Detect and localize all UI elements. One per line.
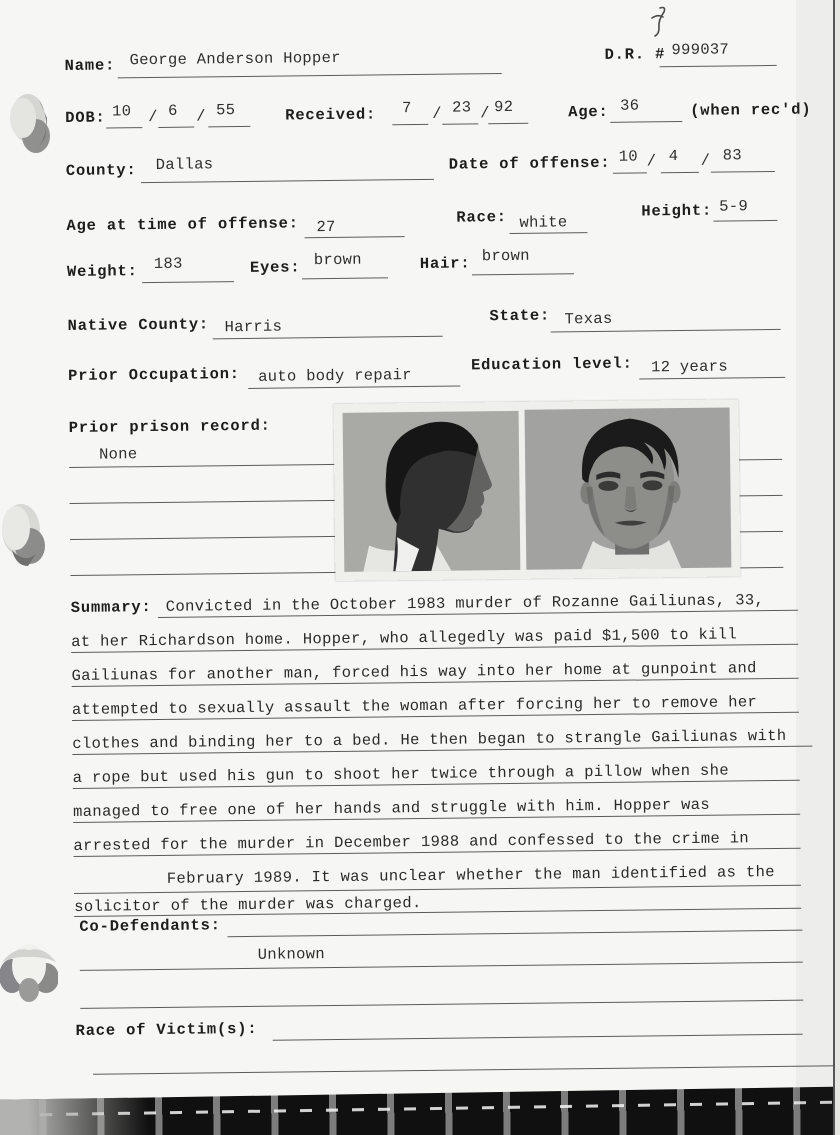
summary-line: arrested for the murder in December 1988 and confessed to the crime in: [73, 829, 750, 855]
ruled-line: [392, 124, 428, 125]
education-label: Education level:: [470, 354, 633, 375]
ruled-line: [488, 123, 528, 124]
ruled-line: [227, 930, 802, 938]
ruled-line: [613, 172, 647, 173]
received-separator: /: [432, 104, 442, 123]
race-label: Race:: [456, 207, 507, 227]
ruled-line: [142, 281, 234, 283]
dob-label: DOB:: [65, 108, 106, 127]
summary-line: Gailiunas for another man, forced his way into her home at gunpoint and: [71, 659, 757, 685]
mugshot-photo: [333, 399, 740, 581]
ruled-line: [106, 127, 142, 128]
hole-punch-artifact-middle: [0, 496, 48, 577]
received-day: 23: [452, 98, 472, 117]
name-value: George Anderson Hopper: [129, 48, 341, 70]
ruled-line: [713, 220, 777, 222]
ruled-line: [661, 172, 699, 173]
co-defendants-label: Co-Defendants:: [79, 916, 221, 936]
county-value: Dallas: [155, 155, 214, 174]
offense-date-year: 83: [722, 146, 742, 165]
hair-label: Hair:: [419, 254, 471, 273]
ruled-line: [80, 1000, 803, 1009]
summary-line: Convicted in the October 1983 murder of Rozanne Gailiunas, 33,: [165, 591, 765, 616]
ruled-line: [118, 73, 502, 78]
state-value: Texas: [564, 309, 613, 329]
height-value: 5-9: [719, 197, 749, 216]
dob-day: 6: [168, 101, 178, 120]
page-edge-margin: [835, 0, 840, 1135]
weight-label: Weight:: [66, 262, 138, 281]
education-value: 12 years: [650, 357, 728, 377]
offense-date-label: Date of offense:: [448, 153, 611, 174]
race-value: white: [519, 213, 568, 232]
received-year: 92: [494, 97, 514, 117]
prior-prison-record-label: Prior prison record:: [68, 416, 271, 437]
received-label: Received:: [285, 105, 377, 125]
hair-value: brown: [481, 246, 530, 266]
eyes-value: brown: [313, 250, 362, 270]
co-defendants-value: Unknown: [257, 945, 326, 964]
mugshot-two-views: [333, 399, 740, 581]
ruled-line: [305, 236, 405, 238]
offense-date-separator: /: [646, 152, 657, 171]
handwritten-mark: [646, 4, 670, 45]
offense-date-separator: /: [700, 151, 711, 170]
page-edge-shade: [796, 0, 834, 1135]
ruled-line: [660, 65, 777, 67]
summary-line: a rope but used his gun to shoot her twice through a pillow when she: [72, 761, 730, 787]
hole-punch-artifact-bottom: [0, 938, 58, 1015]
ruled-line: [610, 121, 682, 123]
summary-line: attempted to sexually assault the woman after forcing her to remove her: [71, 693, 758, 719]
age-at-offense-value: 27: [316, 217, 336, 237]
summary-line: clothes and binding her to a bed. He then began to strangle Gailiunas with: [72, 726, 787, 753]
dob-separator: /: [148, 107, 158, 127]
summary-line: February 1989. It was unclear whether the man identified as the: [166, 862, 775, 888]
age-label: Age:: [568, 102, 609, 122]
prior-occupation-label: Prior Occupation:: [68, 365, 240, 385]
received-month: 7: [402, 99, 412, 118]
dr-number-value: 999037: [671, 40, 730, 60]
native-county-value: Harris: [224, 317, 283, 337]
ruled-line: [158, 127, 194, 128]
eyes-label: Eyes:: [249, 258, 301, 277]
ruled-line: [639, 377, 785, 380]
summary-line: at her Richardson home. Hopper, who allegedly was paid $1,500 to kill: [71, 625, 738, 651]
received-separator: /: [480, 104, 490, 123]
age-value: 36: [619, 96, 640, 115]
summary-label: Summary:: [70, 598, 152, 617]
ruled-line: [472, 273, 574, 275]
dob-separator: /: [196, 107, 206, 126]
summary-line: managed to free one of her hands and struggle with him. Hopper was: [72, 795, 711, 821]
dr-number-label: D.R. #: [604, 45, 666, 64]
county-label: County:: [65, 161, 137, 180]
name-label: Name:: [64, 56, 116, 76]
ruled-line: [93, 1065, 840, 1074]
ruled-line: [551, 329, 781, 333]
ruled-line: [442, 123, 478, 124]
offense-date-day: 4: [668, 147, 679, 166]
race-of-victims-label: Race of Victim(s):: [75, 1019, 258, 1040]
prior-prison-record-value: None: [98, 445, 138, 464]
ruled-line: [273, 1034, 803, 1041]
ruled-line: [711, 171, 775, 173]
summary-line: solicitor of the murder was charged.: [74, 894, 422, 916]
front-view: [580, 418, 682, 569]
ruled-line: [510, 232, 588, 234]
offense-date-month: 10: [618, 147, 638, 166]
age-when-received-note: (when rec'd): [690, 100, 812, 120]
age-at-offense-label: Age at time of offense:: [66, 214, 299, 235]
native-county-label: Native County:: [67, 315, 210, 335]
ruled-line: [80, 962, 803, 971]
height-label: Height:: [641, 201, 713, 221]
prior-occupation-value: auto body repair: [258, 366, 412, 386]
ruled-line: [302, 277, 388, 279]
hole-punch-artifact-top: [6, 86, 52, 171]
dob-month: 10: [112, 102, 132, 121]
ruled-line: [208, 126, 250, 127]
weight-value: 183: [153, 254, 183, 274]
state-label: State:: [489, 306, 551, 326]
ruled-line: [141, 179, 434, 183]
film-strip-left-fade: [0, 1097, 149, 1135]
dob-year: 55: [216, 101, 236, 120]
